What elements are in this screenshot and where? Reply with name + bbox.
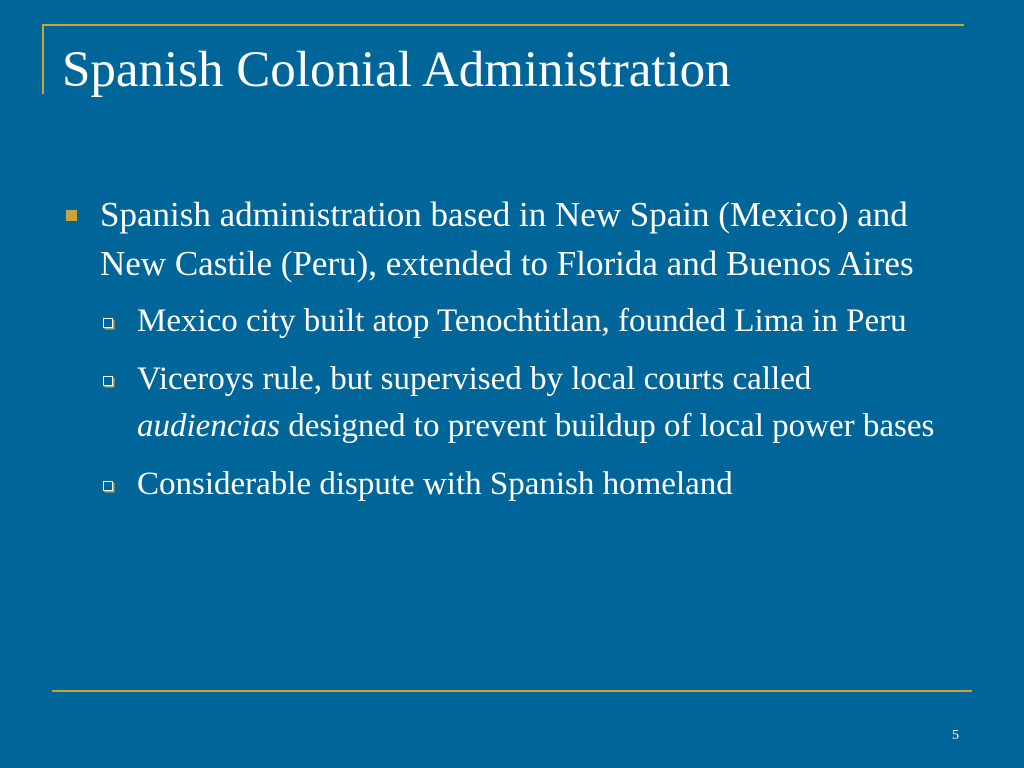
hollow-square-bullet-icon <box>103 376 113 386</box>
sub-bullet-text-3: Considerable dispute with Spanish homeland <box>137 466 733 502</box>
sub-bullet-item-2 <box>58 356 958 450</box>
sub-bullet-text-1: Mexico city built atop Tenochtitlan, founded Lima in Peru <box>137 303 907 339</box>
filled-square-bullet-icon <box>66 210 77 221</box>
left-divider-line <box>42 24 44 94</box>
sub-bullet-text-2-start: Viceroys rule, but supervised by local courts called <box>137 361 812 397</box>
sub-bullet-list <box>58 298 958 508</box>
slide-body <box>58 190 958 519</box>
hollow-square-bullet-icon <box>103 481 113 491</box>
sub-bullet-item-1 <box>58 298 958 345</box>
top-divider-line <box>42 24 964 26</box>
page-number: 5 <box>952 728 959 743</box>
hollow-square-bullet-icon <box>103 318 113 328</box>
slide-title: Spanish Colonial Administration <box>62 42 731 98</box>
sub-bullet-item-3 <box>58 461 958 508</box>
sub-bullet-text-2-italic: audiencias <box>137 408 280 444</box>
sub-bullet-text-2-end: designed to prevent buildup of local power bases <box>279 408 935 444</box>
bottom-divider-line <box>52 690 972 692</box>
bullet-item-1 <box>58 190 958 288</box>
bullet-text-1: Spanish administration based in New Spain (Mexico) and New Castile (Peru), extended to Florida and Buenos Aires <box>100 195 914 283</box>
